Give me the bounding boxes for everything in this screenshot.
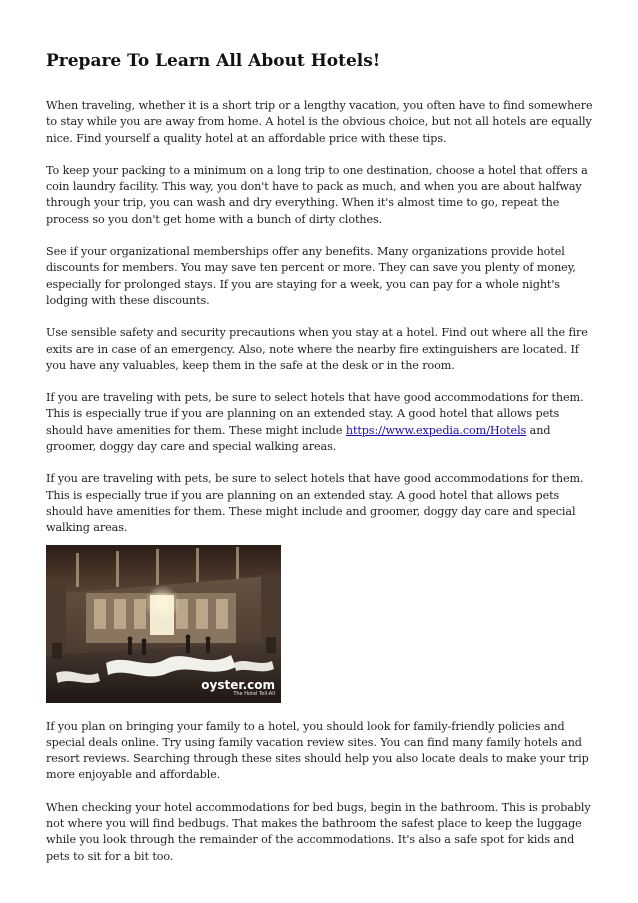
- paragraph-laundry: To keep your packing to a minimum on a long trip to one destination, choose a hotel that offers a coin laundry facility. This way, you don't have to pack as much, and when you are about halfway through your trip, you can wash and dry everything. When it's almost time to go, repeat the process so you don't get home with a bunch of dirty clothes.: [46, 163, 588, 226]
- spacer: [46, 309, 596, 325]
- paragraph-pets: [46, 390, 596, 455]
- paragraph-pets-repeat: If you are traveling with pets, be sure to select hotels that have good accommodations for them. This is especially true if you are planning on an extended stay. A good hotel that allows pets should have amenities for them. These might include and groomer, doggy day care and special walking areas.: [46, 472, 584, 535]
- hotel-lobby-photo: [46, 545, 281, 703]
- spacer: [46, 228, 596, 244]
- spacer: [46, 147, 596, 163]
- spacer: [46, 455, 596, 471]
- paragraph-family: If you plan on bringing your family to a hotel, you should look for family-friendly policies and special deals online. Try using family vacation review sites. You can find many family hotels and resort reviews. Searching through these sites should help you also locate deals to make your trip more enjoyable and affordable.: [46, 719, 589, 782]
- pets-text-before-link: If you are traveling with pets, be sure to select hotels that have good accommodations for them. This is especially true if you are planning on an extended stay. A good hotel that allows pets should have amenities for them. These might include: [46, 391, 584, 437]
- paragraph-memberships: See if your organizational memberships offer any benefits. Many organizations provide hotel discounts for members. You may save ten percent or more. They can save you plenty of money, especially for prolonged stays. If you are staying for a week, you can pay for a whole night's lodging with these discounts.: [46, 245, 576, 307]
- watermark-tagline: The Hotel Tell-All: [233, 690, 275, 697]
- page-title: Prepare To Learn All About Hotels!: [46, 51, 381, 71]
- spacer: [46, 784, 596, 800]
- paragraph-intro: When traveling, whether it is a short trip or a lengthy vacation, you often have to find somewhere to stay while you are away from home. A hotel is the obvious choice, but not all hotels are equally nice. Find yourself a quality hotel at an affordable price with these tips.: [46, 99, 593, 145]
- watermark-brand: oyster.com: [201, 677, 275, 692]
- spacer: [46, 703, 596, 719]
- spacer: [46, 72, 596, 98]
- document-page: [46, 0, 596, 865]
- paragraph-safety: Use sensible safety and security precautions when you stay at a hotel. Find out where all the fire exits are in case of an emergency. Also, note where the nearby fire extinguishers are located. If you have any valuables, keep them in the safe at the desk or in the room.: [46, 326, 588, 372]
- expedia-hotels-link[interactable]: https://www.expedia.com/Hotels: [345, 423, 527, 437]
- pets-text-after-link: and groomer, doggy day care and special walking areas.: [46, 423, 551, 454]
- oyster-watermark: [201, 679, 275, 697]
- spacer: [46, 374, 596, 390]
- paragraph-bedbugs: When checking your hotel accommodations for bed bugs, begin in the bathroom. This is probably not where you will find bedbugs. That makes the bathroom the safest place to keep the luggage while you look through the remainder of the accommodations. It's also a safe spot for kids and pets to sit for a bit too.: [46, 800, 591, 863]
